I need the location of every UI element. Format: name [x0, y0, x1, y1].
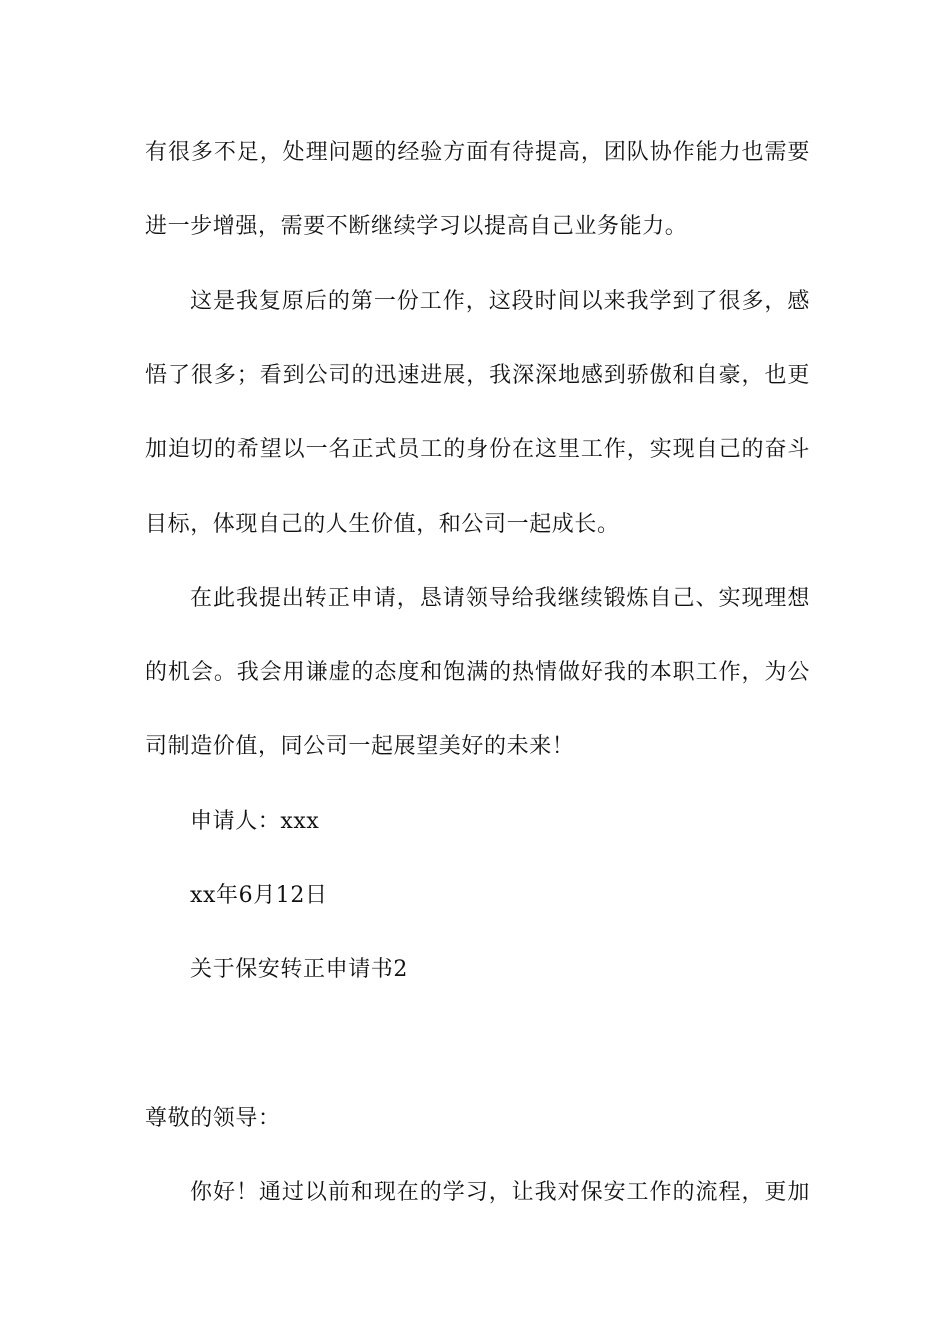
paragraph-line: 进一步增强，需要不断继续学习以提高自己业务能力。	[145, 214, 688, 239]
paragraph-line: 目标，体现自己的人生价值，和公司一起成长。	[145, 512, 620, 537]
paragraph-line: 你好！通过以前和现在的学习，让我对保安工作的流程，更加	[190, 1180, 810, 1205]
paragraph-line: 的机会。我会用谦虚的态度和饱满的热情做好我的本职工作，为公	[145, 660, 810, 685]
paragraph-line: 加迫切的希望以一名正式员工的身份在这里工作，实现自己的奋斗	[145, 437, 810, 462]
application-date: xx年6月12日	[190, 883, 328, 908]
paragraph-line: 悟了很多；看到公司的迅速进展，我深深地感到骄傲和自豪，也更	[145, 363, 810, 388]
paragraph-line: 在此我提出转正申请，恳请领导给我继续锻炼自己、实现理想	[190, 586, 810, 611]
section-title: 关于保安转正申请书2	[190, 957, 408, 982]
paragraph-line: 这是我复原后的第一份工作，这段时间以来我学到了很多，感	[190, 289, 810, 314]
paragraph-line: 有很多不足，处理问题的经验方面有待提高，团队协作能力也需要	[145, 140, 810, 165]
paragraph-line: 司制造价值，同公司一起展望美好的未来！	[145, 734, 575, 759]
applicant-signature: 申请人：xxx	[190, 809, 320, 834]
salutation: 尊敬的领导：	[145, 1106, 281, 1131]
